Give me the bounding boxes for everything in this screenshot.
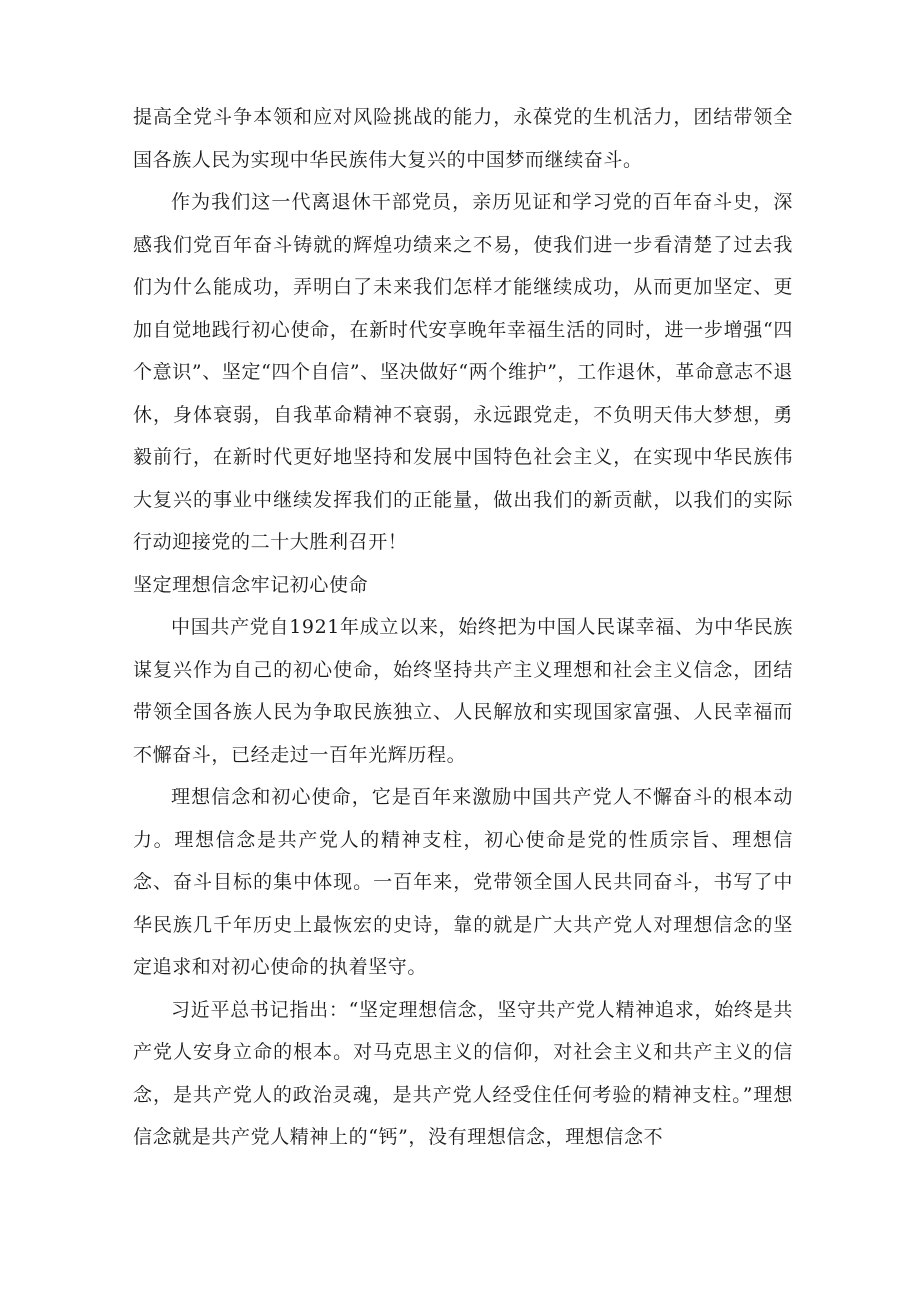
section-heading: 坚定理想信念牢记初心使命 xyxy=(133,573,369,596)
paragraph-4: 理想信念和初心使命，它是百年来激励中国共产党人不懈奋斗的根本动力。理想信念是共产党人的精神支柱，初心使命是党的性质宗旨、理想信念、奋斗目标的集中体现。一百年来，党带领全国人民共同奋斗，书写了中华民族几千年历史上最恢宏的史诗，靠的就是广大共产党人对理想信念的坚定追求和对初心使命的执着坚守。 xyxy=(133,786,793,978)
paragraph-1: 提高全党斗争本领和应对风险挑战的能力，永葆党的生机活力，团结带领全国各族人民为实现中华民族伟大复兴的中国梦而继续奋斗。 xyxy=(133,106,793,171)
document-body xyxy=(133,96,793,1159)
paragraph-3: 中国共产党自1921年成立以来，始终把为中国人民谋幸福、为中华民族谋复兴作为自己的初心使命，始终坚持共产主义理想和社会主义信念，团结带领全国各族人民为争取民族独立、人民解放和实现国家富强、人民幸福而不懈奋斗，已经走过一百年光辉历程。 xyxy=(133,616,793,766)
paragraph-2: 作为我们这一代离退休干部党员，亲历见证和学习党的百年奋斗史，深感我们党百年奋斗铸就的辉煌功绩来之不易，使我们进一步看清楚了过去我们为什么能成功，弄明白了未来我们怎样才能继续成功，从而更加坚定、更加自觉地践行初心使命，在新时代安享晚年幸福生活的同时，进一步增强“四个意识”、坚定“四个自信”、坚决做好“两个维护”，工作退休，革命意志不退休，身体衰弱，自我革命精神不衰弱，永远跟党走，不负明天伟大梦想，勇毅前行，在新时代更好地坚持和发展中国特色社会主义，在实现中华民族伟大复兴的事业中继续发挥我们的正能量，做出我们的新贡献，以我们的实际行动迎接党的二十大胜利召开！ xyxy=(133,191,793,553)
paragraph-5: 习近平总书记指出：“坚定理想信念，坚守共产党人精神追求，始终是共产党人安身立命的根本。对马克思主义的信仰，对社会主义和共产主义的信念，是共产党人的政治灵魂，是共产党人经受住任何考验的精神支柱。”理想信念就是共产党人精神上的“钙”，没有理想信念，理想信念不 xyxy=(133,998,793,1148)
